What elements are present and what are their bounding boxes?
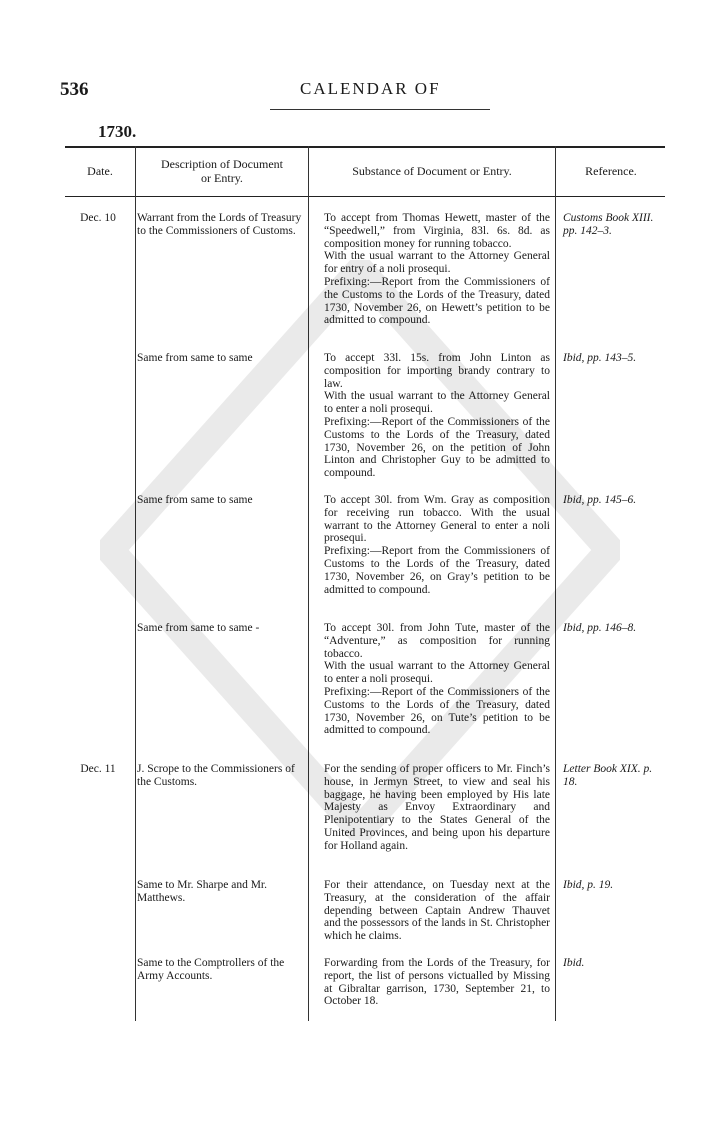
substance-paragraph: With the usual warrant to the Attorney General to enter a noli prosequi. [324, 390, 550, 416]
entry-date: Dec. 11 [80, 763, 116, 775]
entry-description: Warrant from the Lords of Treasury to the Commissioners of Customs. [137, 212, 302, 237]
entry-description: Same to the Comptrollers of the Army Accounts. [137, 957, 285, 982]
entry-description: Same to Mr. Sharpe and Mr. Matthews. [137, 879, 267, 904]
column-divider [555, 146, 556, 1021]
entry-substance [314, 352, 550, 480]
column-header-description-line: or Entry. [201, 171, 243, 185]
page-number: 536 [60, 79, 89, 100]
substance-paragraph: Prefixing:—Report of the Commissioners of the Customs to the Lords of the Treasury, dated 1730, November 26, on Tute’s petition to be admitted to compound. [324, 685, 550, 737]
entry-date: Dec. 10 [80, 212, 116, 224]
substance-paragraph: To accept 30l. from John Tute, master of the “Adventure,” as composition for running tobacco. [324, 622, 550, 660]
substance-paragraph: To accept 33l. 15s. from John Linton as composition for importing brandy contrary to law. [324, 352, 550, 390]
entry-reference: Ibid, pp. 143–5. [563, 352, 637, 364]
table-header-rule [65, 196, 665, 197]
column-header-date: Date. [87, 164, 113, 178]
column-divider [308, 146, 309, 1021]
header-rule [270, 109, 490, 110]
column-divider [135, 146, 136, 1021]
substance-paragraph: For the sending of proper officers to Mr. Finch’s house, in Jermyn Street, to view and seal his baggage, he having been employed by His late Majesty as Envoy Extraordinary and Plenipotentiary to the States General of the United Provinces, and being upon his departure for Holland again. [324, 763, 550, 852]
substance-paragraph: Prefixing:—Report from the Commissioners of the Customs to the Lords of the Treasury, dated 1730, November 26, on Hewett’s petition to be admitted to compound. [324, 275, 550, 327]
entry-description: Same from same to same - [137, 622, 260, 634]
entry-substance [314, 957, 550, 1008]
entry-reference: Customs Book XIII. pp. 142–3. [563, 212, 654, 237]
substance-paragraph: With the usual warrant to the Attorney General to enter a noli prosequi. [324, 660, 550, 686]
running-title: CALENDAR OF [300, 79, 441, 98]
entry-reference: Ibid. [563, 957, 585, 969]
entry-description: Same from same to same [137, 352, 253, 364]
column-header-substance: Substance of Document or Entry. [352, 164, 512, 178]
entry-description: Same from same to same [137, 494, 253, 506]
substance-paragraph: With the usual warrant to the Attorney General for entry of a noli prosequi. [324, 250, 550, 276]
entry-reference: Ibid, pp. 145–6. [563, 494, 637, 506]
entry-substance [314, 494, 550, 596]
entry-reference: Ibid, pp. 146–8. [563, 622, 637, 634]
entry-substance [314, 212, 550, 327]
substance-paragraph: To accept 30l. from Wm. Gray as composition for receiving run tobacco. With the usual warrant to the Attorney General to enter a noli prosequi. [324, 494, 550, 545]
entry-substance [314, 879, 550, 943]
substance-paragraph: For their attendance, on Tuesday next at the Treasury, at the consideration of the affair depending between Captain Andrew Thauvet and the possessors of the lands in St. Christopher which he claims. [324, 879, 550, 943]
substance-paragraph: Prefixing:—Report of the Commissioners of the Customs to the Lords of the Treasury, dated 1730, November 26, on the petition of John Linton and Christopher Guy to be admitted to compound. [324, 415, 550, 480]
column-header-description-line: Description of Document [161, 157, 283, 171]
substance-paragraph: Forwarding from the Lords of the Treasury, for report, the list of persons victualled by Missing at Gibraltar garrison, 1730, September 21, to October 18. [324, 957, 550, 1008]
year-label: 1730. [98, 122, 137, 141]
column-header-reference: Reference. [585, 164, 637, 178]
calendar-table [65, 146, 665, 1026]
entry-substance [314, 763, 550, 853]
column-header-description [137, 146, 307, 196]
substance-paragraph: To accept from Thomas Hewett, master of the “Speedwell,” from Virginia, 83l. 6s. 8d. as composition money for running tobacco. [324, 212, 550, 250]
entry-substance [314, 622, 550, 737]
substance-paragraph: Prefixing:—Report from the Commissioners of Customs to the Lords of the Treasury, dated 1730, November 26, on Gray’s petition to be admitted to compound. [324, 545, 550, 596]
entry-reference: Ibid, p. 19. [563, 879, 614, 891]
entry-reference: Letter Book XIX. p. 18. [563, 763, 653, 788]
entry-description: J. Scrope to the Commissioners of the Customs. [137, 763, 295, 788]
